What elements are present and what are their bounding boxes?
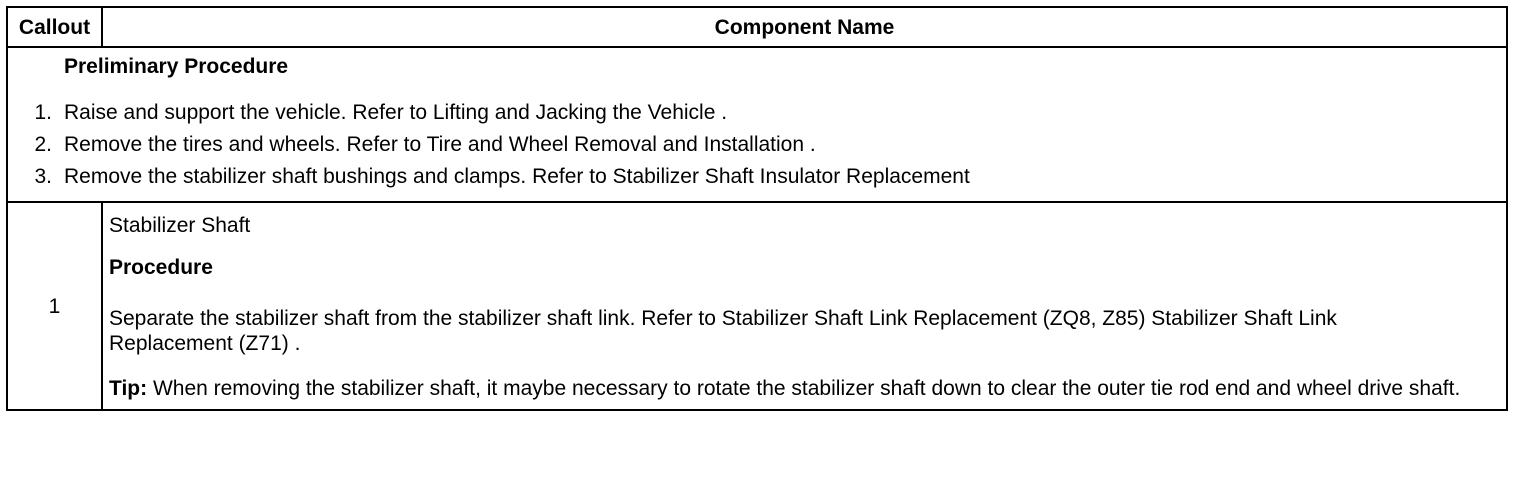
tip-text: When removing the stabilizer shaft, it maybe necessary to rotate the stabilizer shaft down to clear the outer tie rod end and wheel drive shaft.	[147, 377, 1461, 400]
preliminary-row	[7, 47, 1507, 202]
step-text: Raise and support the vehicle. Refer to Lifting and Jacking the Vehicle .	[64, 101, 728, 124]
list-item	[8, 97, 1506, 129]
list-item	[8, 161, 1506, 193]
tip-label: Tip:	[109, 377, 148, 400]
callout-number: 1	[7, 202, 102, 410]
table-row	[7, 202, 1507, 410]
preliminary-steps	[8, 97, 1506, 193]
step-text: Remove the tires and wheels. Refer to Tire and Wheel Removal and Installation .	[64, 133, 816, 156]
list-item	[8, 129, 1506, 161]
procedure-text: Separate the stabilizer shaft from the stabilizer shaft link. Refer to Stabilizer Shaft Link Replacement (ZQ8, Z85) Stabilizer Shaft Link Replacement (Z71) .	[109, 307, 1337, 355]
callout-header: Callout	[7, 7, 102, 47]
tip-note	[109, 376, 1466, 401]
component-name-header: Component Name	[102, 7, 1507, 47]
header-row	[7, 7, 1507, 47]
preliminary-title: Preliminary Procedure	[64, 55, 289, 78]
step-number: 2.	[34, 133, 52, 156]
component-cell	[102, 202, 1507, 410]
step-number: 1.	[34, 101, 52, 124]
preliminary-procedure-cell	[7, 47, 1507, 202]
step-text: Remove the stabilizer shaft bushings and clamps. Refer to Stabilizer Shaft Insulator Replacement	[64, 165, 970, 188]
component-name: Stabilizer Shaft	[109, 214, 251, 237]
procedure-title: Procedure	[109, 256, 213, 279]
step-number: 3.	[34, 165, 52, 188]
procedure-table	[6, 6, 1508, 411]
